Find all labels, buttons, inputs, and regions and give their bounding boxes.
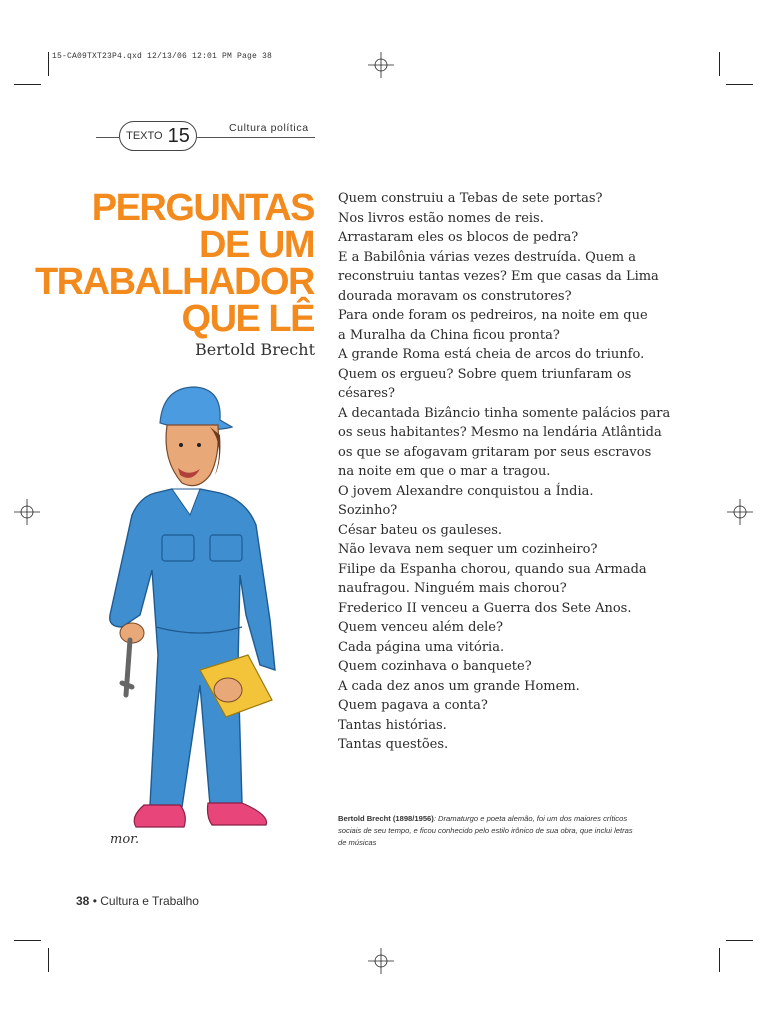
- poem-line: Cada página uma vitória.: [338, 639, 505, 655]
- registration-mark-icon: [368, 948, 394, 974]
- crop-mark: [14, 84, 41, 85]
- poem-line: Para onde foram os pedreiros, na noite em que: [338, 308, 648, 323]
- registration-mark-icon: [727, 499, 753, 525]
- texto-number: 15: [167, 124, 190, 147]
- crop-mark: [726, 940, 753, 941]
- crop-mark: [14, 940, 41, 941]
- page-number: 38: [76, 894, 90, 908]
- poem-line: Nos livros estão nomes de reis.: [338, 210, 544, 226]
- poem-line: Quem construiu a Tebas de sete portas?: [338, 191, 603, 206]
- poem-line: a Muralha da China ficou pronta?: [338, 327, 560, 343]
- poem-line: E a Babilônia várias vezes destruída. Quem a: [338, 249, 637, 265]
- poem-title: [34, 187, 314, 340]
- book-title: Cultura e Trabalho: [100, 894, 199, 908]
- poem-line: reconstruiu tantas vezes? Em que casas da Lima: [338, 269, 659, 284]
- poem-line: Tantas histórias.: [338, 717, 447, 733]
- section-label: Cultura política: [229, 122, 309, 134]
- title-line: DE UM: [199, 224, 314, 266]
- poem-line: César bateu os gauleses.: [338, 522, 502, 538]
- crop-mark: [719, 52, 720, 76]
- author-footnote: [338, 813, 638, 849]
- shoe-icon: [134, 805, 185, 827]
- poem-line: A decantada Bizâncio tinha somente palácios para: [338, 405, 671, 421]
- registration-mark-icon: [14, 499, 40, 525]
- title-line: PERGUNTAS: [91, 187, 314, 229]
- crop-mark: [719, 948, 720, 972]
- header-rule-right: [197, 137, 315, 138]
- poem-line: naufragou. Ninguém mais chorou?: [338, 581, 567, 596]
- title-line: QUE LÊ: [181, 298, 314, 340]
- texto-label: TEXTO: [126, 130, 163, 142]
- poem-line: na noite em que o mar a tragou.: [338, 464, 551, 479]
- crop-mark: [726, 84, 753, 85]
- poem-line: os que se afogavam gritaram por seus escravos: [338, 444, 652, 460]
- poem-line: Filipe da Espanha chorou, quando sua Armada: [338, 561, 647, 577]
- footer-bullet: •: [92, 894, 97, 908]
- artist-signature: mor.: [110, 832, 140, 847]
- poem-line: A cada dez anos um grande Homem.: [338, 678, 580, 694]
- poem-line: Quem os ergueu? Sobre quem triunfaram os: [338, 366, 632, 382]
- author-name: Bertold Brecht: [195, 340, 315, 359]
- text-number-badge: [119, 121, 197, 151]
- poem-line: Arrastaram eles os blocos de pedra?: [338, 230, 579, 245]
- poem-line: Quem cozinhava o banquete?: [338, 659, 532, 674]
- header-rule-left: [96, 137, 119, 138]
- poem-line: Quem pagava a conta?: [338, 698, 488, 713]
- footnote-author: Bertold Brecht (1898/1956): [338, 814, 434, 823]
- crop-mark: [48, 52, 49, 76]
- poem-line: Não levava nem sequer um cozinheiro?: [338, 542, 598, 557]
- poem-line: os seus habitantes? Mesmo na lendária Atlântida: [338, 425, 662, 440]
- poem-line: Quem venceu além dele?: [338, 620, 503, 635]
- poem-line: Sozinho?: [338, 503, 398, 518]
- crop-mark: [48, 948, 49, 972]
- worker-illustration: [60, 365, 325, 885]
- shoe-icon: [208, 803, 267, 825]
- registration-mark-icon: [368, 52, 394, 78]
- poem-line: dourada moravam os construtores?: [338, 288, 572, 304]
- poem-line: O jovem Alexandre conquistou a Índia.: [338, 483, 594, 499]
- poem-line: Frederico II venceu a Guerra dos Sete Anos.: [338, 600, 632, 616]
- footnote-text: : Dramaturgo e poeta alemão, foi um dos maiores críticos sociais de seu tempo, e ficou conhecido pelo estilo irônico de sua obra, que inclui letras de músicas: [338, 814, 633, 847]
- poem-body: [338, 189, 670, 755]
- poem-line: Tantas questões.: [338, 737, 449, 752]
- poem-line: césares?: [338, 386, 395, 401]
- title-line: TRABALHADOR: [34, 261, 314, 303]
- page-footer: [76, 894, 199, 908]
- printer-slug: 15-CA09TXT23P4.qxd 12/13/06 12:01 PM Page 38: [52, 52, 273, 61]
- poem-line: A grande Roma está cheia de arcos do triunfo.: [338, 347, 645, 362]
- cap-icon: [160, 387, 232, 430]
